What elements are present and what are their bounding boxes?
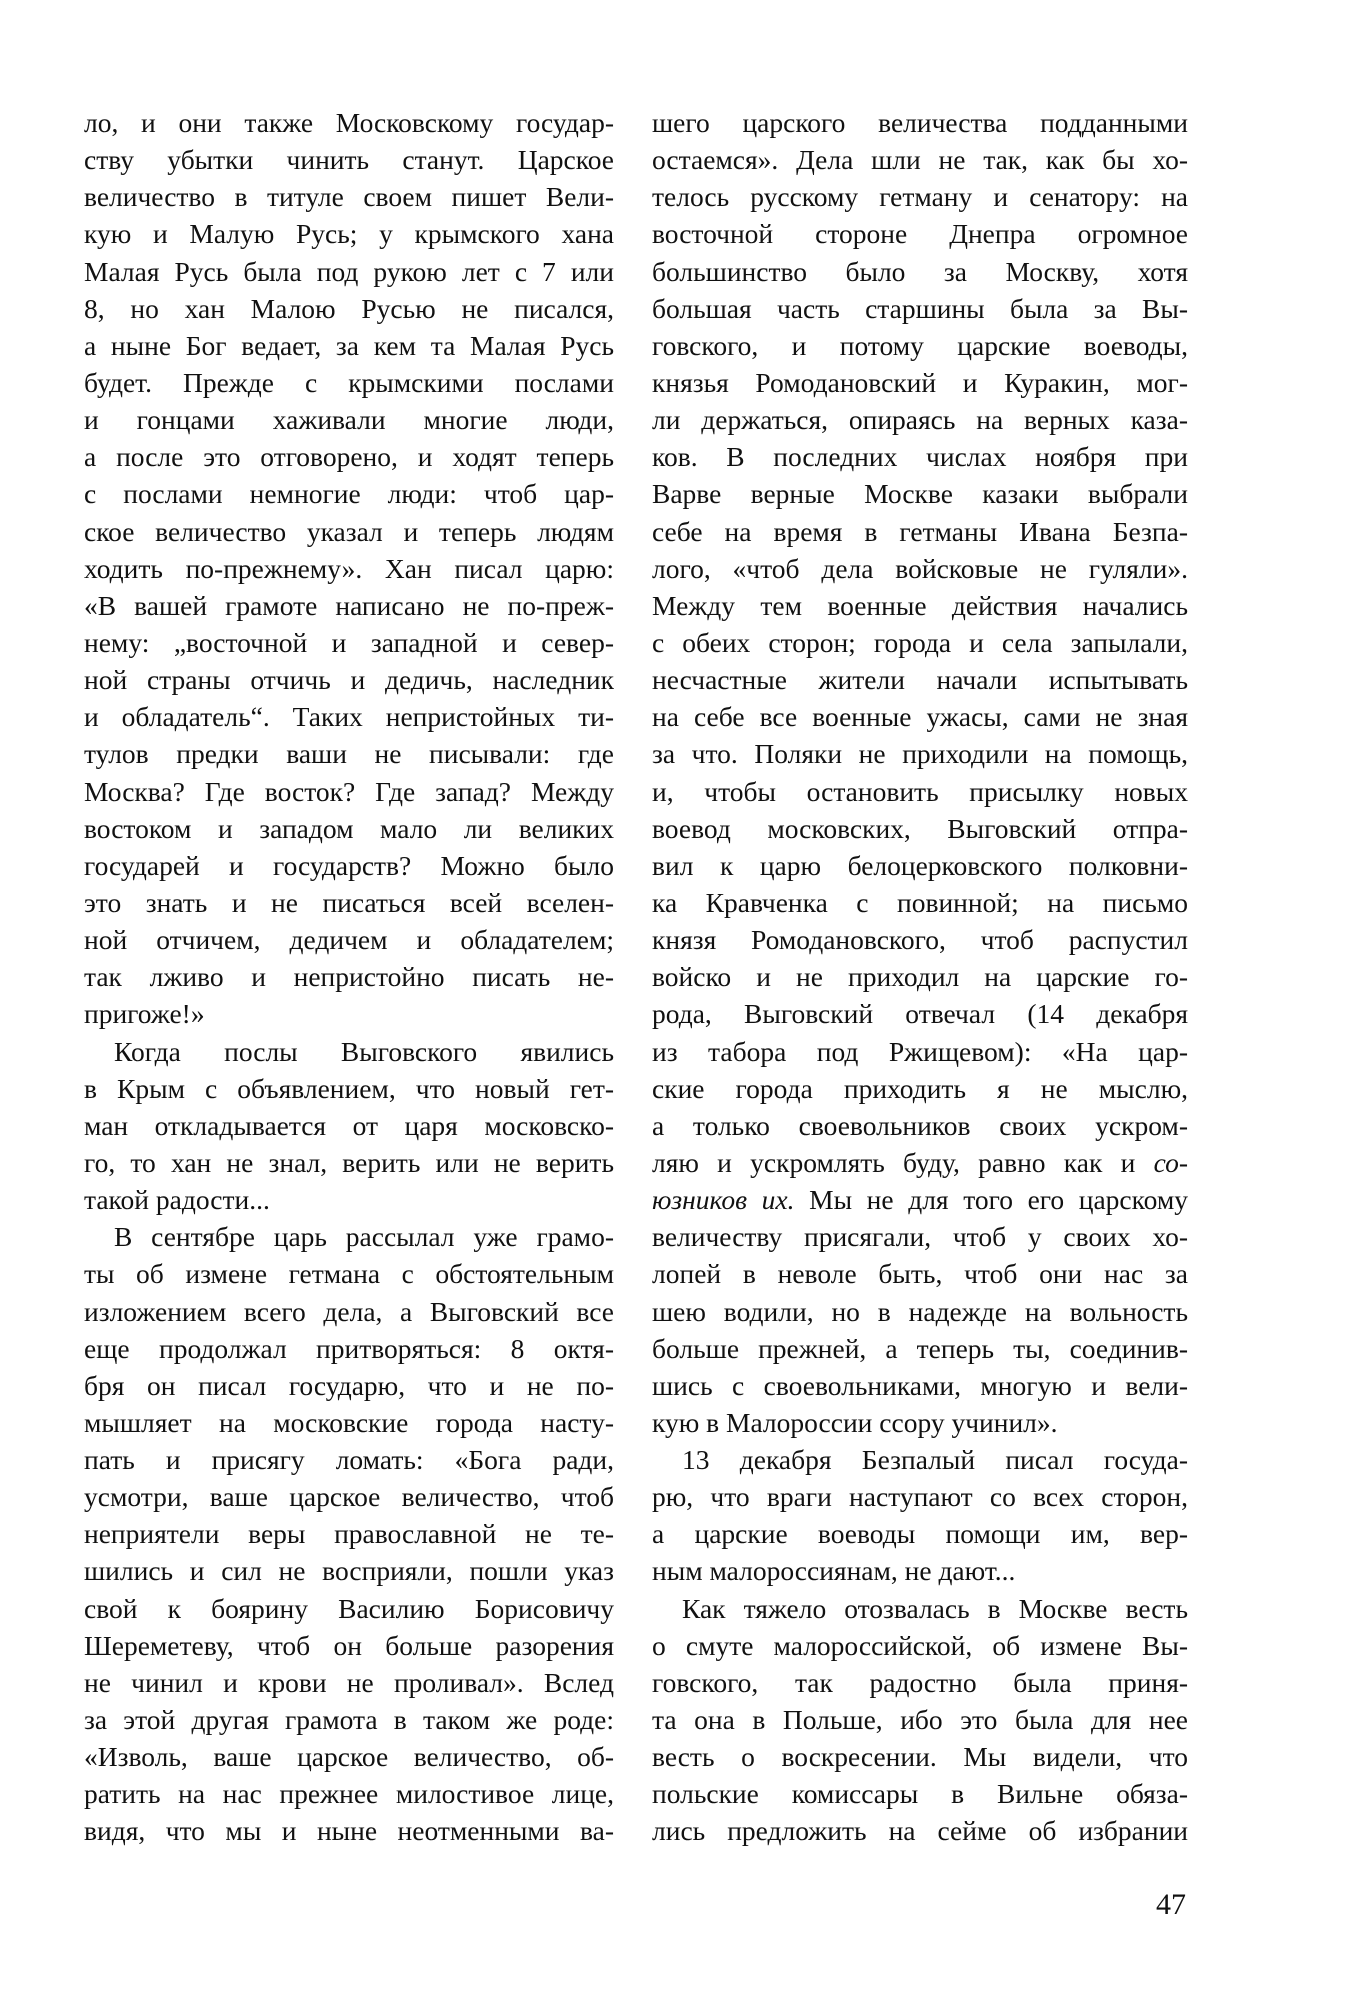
text-line: ков. В последних числах ноября при <box>652 441 1188 473</box>
text-line: это знать и не писаться всей вселен- <box>84 886 614 918</box>
text-line: князья Ромодановский и Куракин, мог- <box>652 366 1188 398</box>
text-line: Москва? Где восток? Где запад? Между <box>84 775 614 807</box>
text-line: а после это отговорено, и ходят теперь <box>84 441 614 473</box>
text-line: Шереметеву, чтоб он больше разорения <box>84 1629 614 1661</box>
italic-text: со- <box>1153 1146 1188 1178</box>
text-segment: ляю и ускромлять буду, равно как и <box>652 1146 1154 1178</box>
text-segment: Мы не для того его царскому <box>794 1184 1188 1216</box>
text-line <box>652 1181 1188 1218</box>
text-line: рю, что враги наступают со всех сторон, <box>652 1481 1188 1513</box>
text-line: больше прежней, а теперь ты, соединив- <box>652 1332 1188 1364</box>
left-text-column <box>84 104 614 1850</box>
text-line: с послами немногие люди: чтоб цар- <box>84 478 614 510</box>
text-line: на себе все военные ужасы, сами не зная <box>652 701 1188 733</box>
text-line: шего царского величества подданными <box>652 107 1188 138</box>
text-line: го, то хан не знал, верить или не верить <box>84 1146 614 1178</box>
text-line: мышляет на московские города насту- <box>84 1406 614 1438</box>
text-line: видя, что мы и ныне неотменными ва- <box>84 1815 614 1847</box>
right-text-column <box>652 104 1188 1850</box>
text-line: за этой другая грамота в таком же роде: <box>84 1704 614 1736</box>
text-line <box>652 1144 1188 1181</box>
text-line: а только своевольников своих ускром- <box>652 1109 1188 1141</box>
text-line: шись с своевольниками, многую и вели- <box>652 1369 1188 1401</box>
text-line: несчастные жители начали испытывать <box>652 664 1188 696</box>
text-line: а ныне Бог ведает, за кем та Малая Русь <box>84 329 614 361</box>
text-line: неприятели веры православной не те- <box>84 1518 614 1550</box>
text-line: и гонцами хаживали многие люди, <box>84 404 614 436</box>
text-line: Варве верные Москве казаки выбрали <box>652 478 1188 510</box>
text-line: и, чтобы остановить присылку новых <box>652 775 1188 807</box>
text-line: тулов предки ваши не писывали: где <box>84 738 614 770</box>
text-line: еще продолжал притворяться: 8 октя- <box>84 1332 614 1364</box>
text-line: «Изволь, ваше царское величество, об- <box>84 1741 614 1773</box>
text-line: ратить на нас прежнее милостивое лице, <box>84 1778 614 1810</box>
text-line: ман откладывается от царя московско- <box>84 1109 614 1141</box>
text-line: «В вашей грамоте написано не по-преж- <box>84 589 614 621</box>
text-line: большая часть старшины была за Вы- <box>652 292 1188 324</box>
text-line: ходить по-прежнему». Хан писал царю: <box>84 552 614 584</box>
text-line: усмотри, ваше царское величество, чтоб <box>84 1481 614 1513</box>
text-line: ли держаться, опираясь на верных каза- <box>652 404 1188 436</box>
text-line: шились и сил не восприяли, пошли указ <box>84 1555 614 1587</box>
text-line: кую в Малороссии ссору учинил». <box>652 1406 1058 1438</box>
text-line: ству убытки чинить станут. Царское <box>84 144 614 176</box>
text-line: рода, Выговский отвечал (14 декабря <box>652 998 1188 1030</box>
text-line: большинство было за Москву, хотя <box>652 255 1188 287</box>
text-line: свой к боярину Василию Борисовичу <box>84 1592 614 1624</box>
text-line: ной отчичем, дедичем и обладателем; <box>84 924 614 956</box>
text-line: Когда послы Выговского явились <box>114 1035 614 1067</box>
text-line: телось русскому гетману и сенатору: на <box>652 181 1188 213</box>
text-line: восточной стороне Днепра огромное <box>652 218 1188 250</box>
text-line: Малая Русь была под рукою лет с 7 или <box>84 255 614 287</box>
text-line: остаемся». Дела шли не так, как бы хо- <box>652 144 1188 176</box>
text-line: шею водили, но в надежде на вольность <box>652 1295 1188 1327</box>
page-number: 47 <box>1156 1888 1186 1921</box>
text-line: ной страны отчичь и дедичь, наследник <box>84 664 614 696</box>
text-line: в Крым с объявлением, что новый гет- <box>84 1072 614 1104</box>
text-line: кую и Малую Русь; у крымского хана <box>84 218 614 250</box>
text-line: величество в титуле своем пишет Вели- <box>84 181 614 213</box>
text-line: войско и не приходил на царские го- <box>652 961 1188 993</box>
text-line: Между тем военные действия начались <box>652 589 1188 621</box>
text-line: Как тяжело отозвалась в Москве весть <box>682 1592 1188 1624</box>
text-line: говского, так радостно была приня- <box>652 1666 1188 1698</box>
text-line: изложением всего дела, а Выговский все <box>84 1295 614 1327</box>
text-line: ские города приходить я не мыслю, <box>652 1072 1188 1104</box>
text-line: польские комиссары в Вильне обяза- <box>652 1778 1188 1810</box>
text-line: из табора под Ржищевом): «На цар- <box>652 1035 1188 1067</box>
text-line: за что. Поляки не приходили на помощь, <box>652 738 1188 770</box>
text-line: такой радости... <box>84 1184 270 1216</box>
text-line: лись предложить на сейме об избрании <box>652 1815 1188 1847</box>
italic-text: юзников их. <box>652 1184 795 1216</box>
text-line: востоком и западом мало ли великих <box>84 812 614 844</box>
text-line: величеству присягали, чтоб у своих хо- <box>652 1221 1188 1253</box>
text-line: бря он писал государю, что и не по- <box>84 1369 614 1401</box>
text-line: о смуте малороссийской, об измене Вы- <box>652 1629 1188 1661</box>
text-line: ло, и они также Московскому государ- <box>84 107 614 138</box>
text-line: государей и государств? Можно было <box>84 849 614 881</box>
text-line: будет. Прежде с крымскими послами <box>84 366 614 398</box>
text-line: не чинил и крови не проливал». Вслед <box>84 1666 614 1698</box>
text-line: вил к царю белоцерковского полковни- <box>652 849 1188 881</box>
text-line: нему: „восточной и западной и север- <box>84 626 614 658</box>
text-line: лопей в неволе быть, чтоб они нас за <box>652 1258 1188 1290</box>
text-line: ское величество указал и теперь людям <box>84 515 614 547</box>
text-line: ным малороссиянам, не дают... <box>652 1555 1016 1587</box>
text-line: князя Ромодановского, чтоб распустил <box>652 924 1188 956</box>
text-line: лого, «чтоб дела войсковые не гуляли». <box>652 552 1188 584</box>
text-line: воевод московских, Выговский отпра- <box>652 812 1188 844</box>
text-line: пригоже!» <box>84 998 205 1030</box>
text-line: 8, но хан Малою Русью не писался, <box>84 292 614 324</box>
text-line: В сентябре царь рассылал уже грамо- <box>114 1221 614 1253</box>
text-line: себе на время в гетманы Ивана Безпа- <box>652 515 1188 547</box>
text-line: пать и присягу ломать: «Бога ради, <box>84 1444 614 1476</box>
text-line: 13 декабря Безпалый писал госуда- <box>682 1444 1188 1476</box>
text-line: та она в Польше, ибо это была для нее <box>652 1704 1188 1736</box>
text-line: ты об измене гетмана с обстоятельным <box>84 1258 614 1290</box>
text-line: так лживо и непристойно писать не- <box>84 961 614 993</box>
text-line: а царские воеводы помощи им, вер- <box>652 1518 1188 1550</box>
text-line: весть о воскресении. Мы видели, что <box>652 1741 1188 1773</box>
text-line: и обладатель“. Таких непристойных ти- <box>84 701 614 733</box>
text-line: с обеих сторон; города и села запылали, <box>652 626 1188 658</box>
text-line: говского, и потому царские воеводы, <box>652 329 1188 361</box>
text-line: ка Кравченка с повинной; на письмо <box>652 886 1188 918</box>
